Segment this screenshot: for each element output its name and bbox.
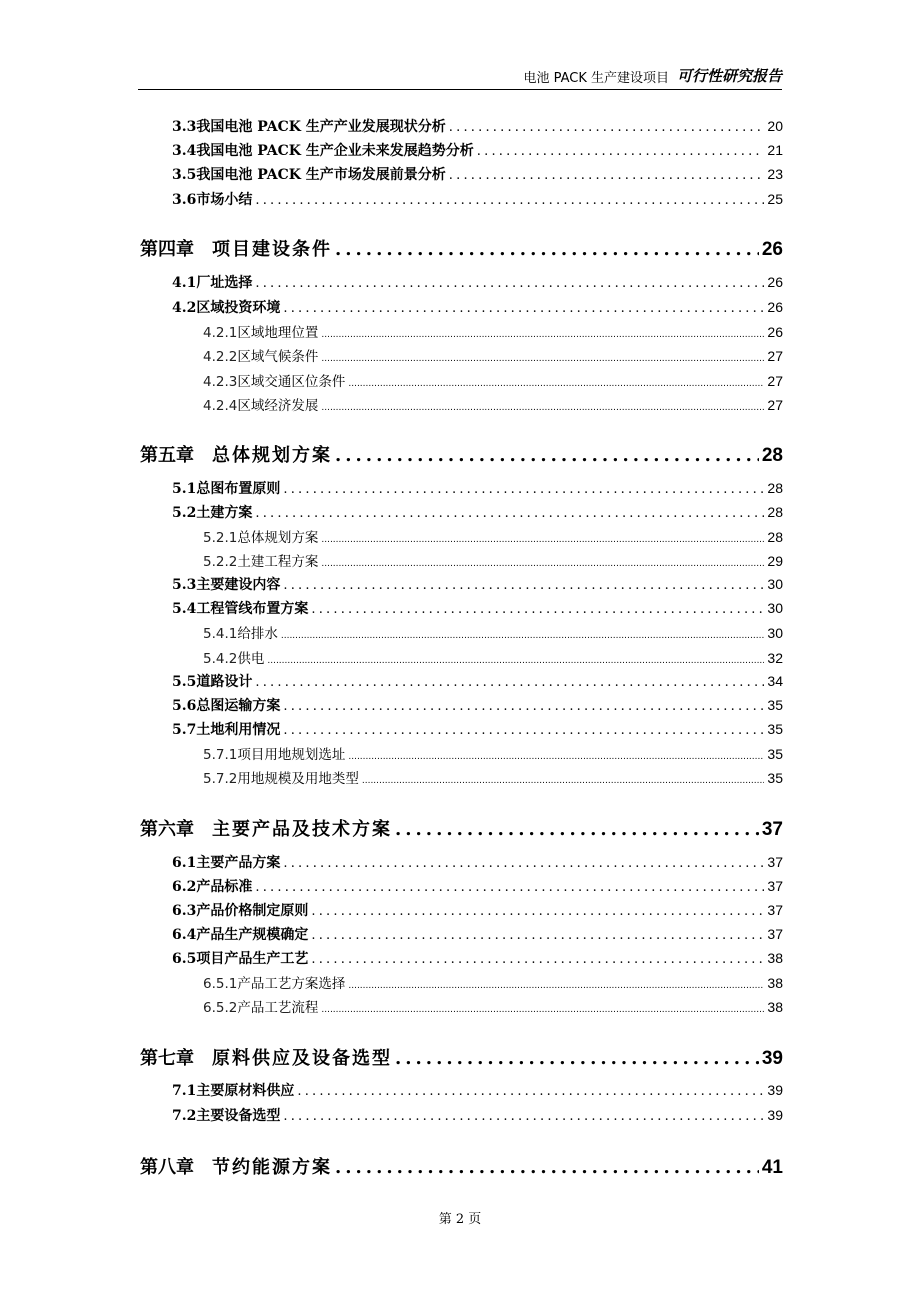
toc-entry-page: 26 (767, 324, 783, 340)
toc-entry-number: 3.5 (172, 167, 197, 183)
toc-entry-title: 厂址选择 (196, 275, 253, 291)
toc-entry-number: 6.5.2 (203, 1000, 238, 1016)
toc-leader-dots (255, 276, 764, 291)
toc-entry-sub[interactable] (203, 526, 783, 546)
toc-entry-sub[interactable] (203, 647, 783, 667)
toc-leader-dots (255, 193, 764, 208)
toc-entry-title: 产品价格制定原则 (196, 903, 309, 919)
header-doc-kind: 可行性研究报告 (676, 67, 782, 85)
toc-entry-title: 道路设计 (196, 674, 253, 690)
toc-entry-title: 市场小结 (196, 192, 253, 208)
toc-entry-page: 37 (761, 819, 783, 840)
toc-entry-title: 区域投资环境 (196, 300, 281, 316)
toc-entry-number: 5.2 (172, 505, 197, 521)
toc-entry-title: 土地利用情况 (196, 722, 281, 738)
toc-entry-page: 38 (767, 975, 783, 991)
toc-entry-page: 39 (767, 1082, 783, 1098)
toc-leader-dots (255, 506, 764, 521)
toc-entry-sec[interactable] (172, 1105, 783, 1125)
toc-entry-number: 4.2 (172, 300, 197, 316)
toc-entry-sec[interactable] (172, 948, 783, 968)
toc-entry-number: 第八章 (140, 1157, 194, 1178)
toc-entry-title: 区域地理位置 (237, 325, 319, 341)
toc-spacer (194, 445, 212, 466)
toc-entry-page: 35 (767, 746, 783, 762)
toc-entry-title: 主要原材料供应 (196, 1083, 295, 1099)
header-doc-title: 电池 PACK 生产建设项目 (523, 71, 669, 86)
toc-entry-sec[interactable] (172, 876, 783, 896)
toc-leader-dots (362, 776, 765, 786)
toc-entry-page: 29 (767, 553, 783, 569)
toc-entry-sec[interactable] (172, 272, 783, 292)
toc-leader-dots (311, 952, 764, 967)
toc-entry-title: 供电 (237, 651, 265, 667)
toc-entry-title: 我国电池 PACK 生产产业发展现状分析 (196, 119, 446, 135)
toc-entry-title: 用地规模及用地类型 (237, 771, 359, 787)
toc-entry-page: 26 (761, 239, 783, 260)
toc-entry-chap[interactable] (140, 235, 783, 261)
toc-entry-page: 27 (767, 348, 783, 364)
toc-entry-page: 37 (767, 878, 783, 894)
toc-entry-title: 产品标准 (196, 879, 253, 895)
toc-entry-title: 土建方案 (196, 505, 253, 521)
toc-entry-sec[interactable] (172, 852, 783, 872)
toc-entry-sec[interactable] (172, 140, 783, 160)
toc-entry-number: 5.2.2 (203, 554, 238, 570)
toc-entry-title: 节约能源方案 (212, 1157, 332, 1178)
toc-leader-dots (335, 1157, 759, 1178)
toc-entry-chap[interactable] (140, 1044, 783, 1070)
toc-entry-page: 34 (767, 673, 783, 689)
toc-entry-sub[interactable] (203, 370, 783, 390)
toc-entry-number: 5.4 (172, 601, 197, 617)
toc-entry-page: 30 (767, 600, 783, 616)
toc-entry-page: 28 (761, 445, 783, 466)
toc-entry-page: 27 (767, 373, 783, 389)
toc-entry-number: 6.3 (172, 903, 197, 919)
toc-entry-page: 26 (767, 299, 783, 315)
toc-entry-number: 5.6 (172, 698, 197, 714)
toc-entry-title: 项目用地规划选址 (237, 747, 346, 763)
toc-entry-sub[interactable] (203, 622, 783, 642)
toc-entry-number: 3.3 (172, 119, 197, 135)
toc-leader-dots (283, 856, 764, 871)
toc-entry-page: 37 (767, 926, 783, 942)
toc-leader-dots (321, 403, 764, 413)
toc-entry-title: 主要建设内容 (196, 577, 281, 593)
toc-entry-number: 6.5.1 (203, 976, 238, 992)
toc-entry-number: 5.5 (172, 674, 197, 690)
toc-entry-chap[interactable] (140, 1153, 783, 1179)
toc-entry-page: 25 (767, 191, 783, 207)
toc-entry-number: 3.4 (172, 143, 197, 159)
toc-entry-title: 土建工程方案 (237, 554, 319, 570)
toc-entry-title: 主要产品方案 (196, 855, 281, 871)
toc-entry-title: 区域气候条件 (237, 349, 319, 365)
toc-entry-page: 37 (767, 902, 783, 918)
toc-entry-page: 28 (767, 529, 783, 545)
toc-entry-sec[interactable] (172, 924, 783, 944)
toc-leader-dots (477, 144, 765, 159)
toc-leader-dots (283, 1109, 764, 1124)
toc-entry-sub[interactable] (203, 321, 783, 341)
toc-entry-sub[interactable] (203, 550, 783, 570)
toc-entry-sec[interactable] (172, 598, 783, 618)
toc-entry-number: 第六章 (140, 819, 194, 840)
toc-entry-title: 给排水 (237, 626, 278, 642)
toc-spacer (194, 1048, 212, 1069)
toc-entry-number: 4.1 (172, 275, 197, 291)
toc-entry-sec[interactable] (172, 719, 783, 739)
toc-entry-number: 第七章 (140, 1048, 194, 1069)
toc-entry-sec[interactable] (172, 671, 783, 691)
toc-entry-page: 21 (767, 142, 783, 158)
toc-entry-number: 4.2.1 (203, 325, 238, 341)
toc-entry-title: 产品工艺方案选择 (237, 976, 346, 992)
toc-entry-title: 总图运输方案 (196, 698, 281, 714)
toc-leader-dots (255, 880, 764, 895)
toc-entry-number: 6.4 (172, 927, 197, 943)
toc-entry-number: 第四章 (140, 239, 194, 260)
toc-spacer (194, 1157, 212, 1178)
toc-leader-dots (321, 1005, 764, 1015)
toc-entry-page: 35 (767, 721, 783, 737)
toc-entry-chap[interactable] (140, 441, 783, 467)
toc-entry-number: 5.3 (172, 577, 197, 593)
toc-entry-number: 7.1 (172, 1083, 197, 1099)
toc-leader-dots (348, 981, 764, 991)
toc-entry-title: 项目产品生产工艺 (196, 951, 309, 967)
toc-entry-page: 28 (767, 480, 783, 496)
toc-leader-dots (395, 819, 759, 840)
toc-entry-sec[interactable] (172, 1080, 783, 1100)
toc-entry-title: 总体规划方案 (237, 530, 319, 546)
toc-entry-sec[interactable] (172, 164, 783, 184)
toc-entry-sec[interactable] (172, 116, 783, 136)
toc-entry-page: 35 (767, 770, 783, 786)
toc-spacer (194, 819, 212, 840)
toc-entry-number: 第五章 (140, 445, 194, 466)
toc-leader-dots (395, 1048, 759, 1069)
toc-entry-title: 主要产品及技术方案 (212, 819, 392, 840)
toc-entry-title: 产品工艺流程 (237, 1000, 319, 1016)
toc-leader-dots (281, 631, 765, 641)
toc-entry-number: 5.7.2 (203, 771, 238, 787)
toc-entry-page: 38 (767, 999, 783, 1015)
toc-entry-page: 41 (761, 1157, 783, 1178)
toc-entry-page: 37 (767, 854, 783, 870)
toc-entry-sec[interactable] (172, 297, 783, 317)
toc-entry-page: 23 (767, 166, 783, 182)
toc-entry-title: 项目建设条件 (212, 239, 332, 260)
toc-leader-dots (348, 379, 764, 389)
toc-leader-dots (321, 535, 764, 545)
toc-entry-title: 产品生产规模确定 (196, 927, 309, 943)
toc-leader-dots (267, 656, 764, 666)
toc-leader-dots (283, 482, 764, 497)
toc-entry-number: 5.1 (172, 481, 197, 497)
toc-entry-chap[interactable] (140, 815, 783, 841)
toc-entry-number: 5.7.1 (203, 747, 238, 763)
toc-entry-title: 总体规划方案 (212, 445, 332, 466)
toc-entry-number: 6.2 (172, 879, 197, 895)
toc-entry-sub[interactable] (203, 345, 783, 365)
toc-entry-page: 38 (767, 950, 783, 966)
toc-entry-sec[interactable] (172, 478, 783, 498)
toc-entry-title: 区域交通区位条件 (237, 374, 346, 390)
toc-entry-sub[interactable] (203, 972, 783, 992)
toc-leader-dots (449, 168, 765, 183)
toc-entry-page: 26 (767, 274, 783, 290)
toc-entry-number: 6.5 (172, 951, 197, 967)
toc-entry-page: 39 (761, 1048, 783, 1069)
toc-entry-sec[interactable] (172, 695, 783, 715)
toc-entry-number: 4.2.2 (203, 349, 238, 365)
toc-leader-dots (348, 752, 764, 762)
toc-entry-sub[interactable] (203, 394, 783, 414)
toc-leader-dots (311, 602, 764, 617)
toc-leader-dots (311, 928, 764, 943)
toc-entry-sec[interactable] (172, 574, 783, 594)
toc-entry-title: 总图布置原则 (196, 481, 281, 497)
toc-entry-page: 32 (767, 650, 783, 666)
toc-entry-number: 5.4.1 (203, 626, 238, 642)
toc-entry-title: 原料供应及设备选型 (212, 1048, 392, 1069)
toc-entry-title: 区域经济发展 (237, 398, 319, 414)
toc-entry-page: 39 (767, 1107, 783, 1123)
toc-entry-page: 27 (767, 397, 783, 413)
toc-entry-number: 5.2.1 (203, 530, 238, 546)
toc-entry-page: 20 (767, 118, 783, 134)
toc-leader-dots (335, 239, 759, 260)
toc-leader-dots (335, 445, 759, 466)
toc-leader-dots (255, 675, 764, 690)
toc-leader-dots (311, 904, 764, 919)
toc-entry-number: 5.4.2 (203, 651, 238, 667)
toc-entry-page: 35 (767, 697, 783, 713)
toc-entry-page: 30 (767, 576, 783, 592)
page-header (138, 62, 782, 90)
toc-entry-sec[interactable] (172, 502, 783, 522)
toc-entry-number: 5.7 (172, 722, 197, 738)
toc-leader-dots (321, 559, 764, 569)
toc-leader-dots (321, 354, 764, 364)
toc-entry-title: 我国电池 PACK 生产市场发展前景分析 (196, 167, 446, 183)
toc-entry-sec[interactable] (172, 900, 783, 920)
toc-leader-dots (297, 1084, 764, 1099)
toc-leader-dots (283, 301, 764, 316)
toc-entry-title: 我国电池 PACK 生产企业未来发展趋势分析 (196, 143, 474, 159)
toc-entry-number: 7.2 (172, 1108, 197, 1124)
toc-spacer (194, 239, 212, 260)
toc-entry-number: 6.1 (172, 855, 197, 871)
toc-entry-title: 主要设备选型 (196, 1108, 281, 1124)
toc-entry-number: 3.6 (172, 192, 197, 208)
toc-entry-sec[interactable] (172, 189, 783, 209)
toc-leader-dots (283, 723, 764, 738)
toc-entry-page: 28 (767, 504, 783, 520)
toc-entry-title: 工程管线布置方案 (196, 601, 309, 617)
toc-entry-number: 4.2.3 (203, 374, 238, 390)
toc-leader-dots (283, 578, 764, 593)
toc-leader-dots (321, 330, 764, 340)
toc-entry-sub[interactable] (203, 996, 783, 1016)
toc-entry-sub[interactable] (203, 743, 783, 763)
toc-entry-page: 30 (767, 625, 783, 641)
toc-entry-sub[interactable] (203, 767, 783, 787)
toc-leader-dots (283, 699, 764, 714)
toc-entry-number: 4.2.4 (203, 398, 238, 414)
page-footer: 第 2 页 (438, 1212, 482, 1227)
toc-leader-dots (449, 120, 765, 135)
